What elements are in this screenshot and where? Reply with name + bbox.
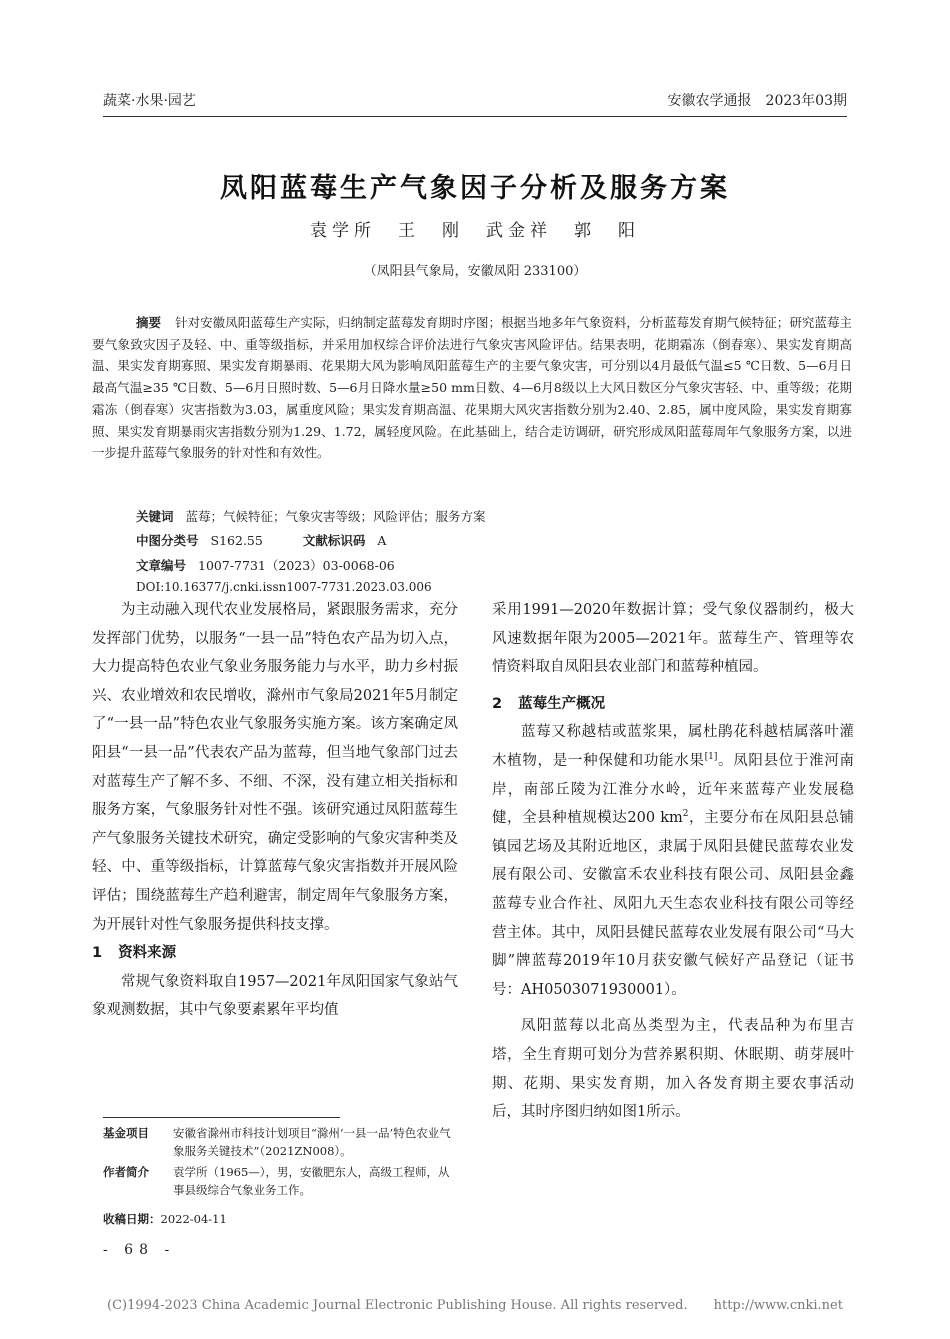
fund-label: 基金项目 bbox=[103, 1126, 149, 1140]
section-2-paragraph-2: 凤阳蓝莓以北高丛类型为主，代表品种为布里吉塔，全生育期可划分为营养累积期、休眠期、萌芽展叶期、花期、果实发育期，加入各发育期主要农事活动后，其时序图归纳如图1所示。 bbox=[492, 1018, 854, 1121]
km2-superscript: 2 bbox=[682, 809, 689, 820]
section-2-number: 2 bbox=[492, 695, 503, 712]
doc-code-value: A bbox=[377, 533, 387, 548]
intro-paragraph: 为主动融入现代农业发展格局，紧跟服务需求，充分发挥部门优势，以服务“一县一品”特色农产品为切入点，大力提高特色农业气象业务服务能力与水平，助力乡村振兴、农业增效和农民增收，滁州市气象局2021年5月制定了“一县一品”特色农业气象服务实施方案。该方案确定凤阳县“一县一品”代表农产品为蓝莓，但当地气象部门过去对蓝莓生产了解不多、不细、不深，没有建立相关指标和服务方案，气象服务针对性不强。该研究通过凤阳蓝莓生产气象服务关键技术研究，确定受影响的气象灾害种类及轻、中、重等级指标，计算蓝莓气象灾害指数并开展风险评估；围绕蓝莓生产趋利避害，制定周年气象服务方案，为开展针对性气象服务提供科技支撑。 bbox=[92, 602, 458, 933]
classification-line bbox=[136, 531, 386, 549]
abstract-label: 摘要 bbox=[136, 315, 162, 330]
copyright-notice: (C)1994-2023 China Academic Journal Electronic Publishing House. All rights reserved. http://www.cnki.net bbox=[107, 1298, 843, 1313]
p1-text-a: 蓝莓又称越桔或蓝浆果，属杜鹃花科越桔属落叶灌木植物，是一种保健和功能水果 bbox=[492, 724, 854, 769]
keywords-text: 蓝莓；气候特征；气象灾害等级；风险评估；服务方案 bbox=[185, 509, 486, 524]
keywords-label: 关键词 bbox=[136, 509, 174, 524]
paper-title: 凤阳蓝莓生产气象因子分析及服务方案 bbox=[220, 173, 730, 204]
received-date: 2022-04-11 bbox=[160, 1212, 227, 1226]
section-2-title: 蓝莓生产概况 bbox=[518, 695, 606, 712]
running-header-section: 蔬菜·水果·园艺 bbox=[103, 93, 196, 109]
keywords bbox=[136, 507, 486, 525]
p1-text-b: 。凤阳县位于淮河南岸，南部丘陵为江淮分水岭，近年来蓝莓产业发展稳健，全县种植规模达200 km bbox=[492, 752, 855, 827]
right-column bbox=[492, 596, 854, 1127]
section-1-paragraph: 常规气象资料取自1957—2021年凤阳国家气象站气象观测数据，其中气象要素累年平均值 bbox=[92, 973, 458, 1019]
footnote-received bbox=[103, 1210, 463, 1228]
p1-text-c: ，主要分布在凤阳县总铺镇园艺场及其附近地区，隶属于凤阳县健民蓝莓农业发展有限公司、安徽富禾农业科技有限公司、凤阳县金鑫蓝莓专业合作社、凤阳九天生态农业科技有限公司等经营主体。其中，凤阳县健民蓝莓农业发展有限公司“马大脚”牌蓝莓2019年10月获安徽气候好产品登记（证书号：AH0503071930001）。 bbox=[492, 810, 855, 998]
continued-paragraph: 采用1991—2020年数据计算；受气象仪器制约，极大风速数据年限为2005—2021年。蓝莓生产、管理等农情资料取自凤阳县农业部门和蓝莓种植园。 bbox=[492, 602, 854, 676]
fund-text: 安徽省滁州市科技计划项目“滁州‘一县一品’特色农业气象服务关键技术”（2021ZN008）。 bbox=[173, 1126, 451, 1158]
abstract bbox=[92, 312, 852, 464]
footnote-rule bbox=[103, 1117, 340, 1118]
section-1-number: 1 bbox=[92, 945, 103, 962]
affiliation: （凤阳县气象局，安徽凤阳 233100） bbox=[363, 264, 587, 279]
article-number-value: 1007-7731（2023）03-0068-06 bbox=[198, 558, 395, 573]
article-number-line bbox=[136, 556, 395, 574]
left-column bbox=[92, 596, 458, 1025]
footnote-author bbox=[103, 1163, 463, 1199]
page-number: - 68 - bbox=[103, 1242, 176, 1258]
doi: DOI:10.16377/j.cnki.issn1007-7731.2023.03.006 bbox=[136, 580, 432, 594]
doc-code-label: 文献标识码 bbox=[302, 533, 366, 548]
received-label: 收稿日期： bbox=[103, 1212, 161, 1226]
reference-1[interactable]: [1] bbox=[704, 752, 718, 763]
section-1-title: 资料来源 bbox=[118, 945, 177, 962]
author-bio-label: 作者简介 bbox=[103, 1165, 149, 1179]
author-list: 袁学所 王 刚 武金祥 郭 阳 bbox=[310, 221, 640, 241]
article-number-label: 文章编号 bbox=[136, 558, 187, 573]
section-2-paragraph-1 bbox=[492, 718, 854, 1004]
footnote-fund bbox=[103, 1124, 463, 1160]
section-2-heading bbox=[492, 690, 854, 719]
clc-value: S162.55 bbox=[210, 533, 263, 548]
header-rule bbox=[103, 116, 847, 117]
abstract-text: 针对安徽凤阳蓝莓生产实际，归纳制定蓝莓发育期时序图；根据当地多年气象资料，分析蓝莓发育期气候特征；研究蓝莓主要气象致灾因子及轻、中、重等级指标，并采用加权综合评价法进行气象灾害风险评估。结果表明，花期霜冻（倒春寒）、果实发育期高温、果实发育期寡照、果实发育期暴雨、花果期大风为影响凤阳蓝莓生产的主要气象灾害，可分别以4月最低气温≤5 ℃日数、5—6月日最高气温≥35 ℃日数、5—6月日照时数、5—6月日降水量≥50 mm日数、4—6月8级以上大风日数区分气象灾害轻、中、重等级；花期霜冻（倒春寒）灾害指数为3.03，属重度风险；果实发育期高温、花果期大风灾害指数分别为2.40、2.85，属中度风险，果实发育期寡照、果实发育期暴雨灾害指数分别为1.29、1.72，属轻度风险。在此基础上，结合走访调研，研究形成凤阳蓝莓周年气象服务方案，以进一步提升蓝莓气象服务的针对性和有效性。 bbox=[92, 315, 852, 461]
section-1-heading bbox=[92, 939, 458, 968]
running-header-journal: 安徽农学通报 2023年03期 bbox=[667, 93, 847, 109]
clc-label: 中图分类号 bbox=[136, 533, 199, 548]
author-bio-text: 袁学所（1965—），男，安徽肥东人，高级工程师，从事县级综合气象业务工作。 bbox=[173, 1165, 450, 1197]
